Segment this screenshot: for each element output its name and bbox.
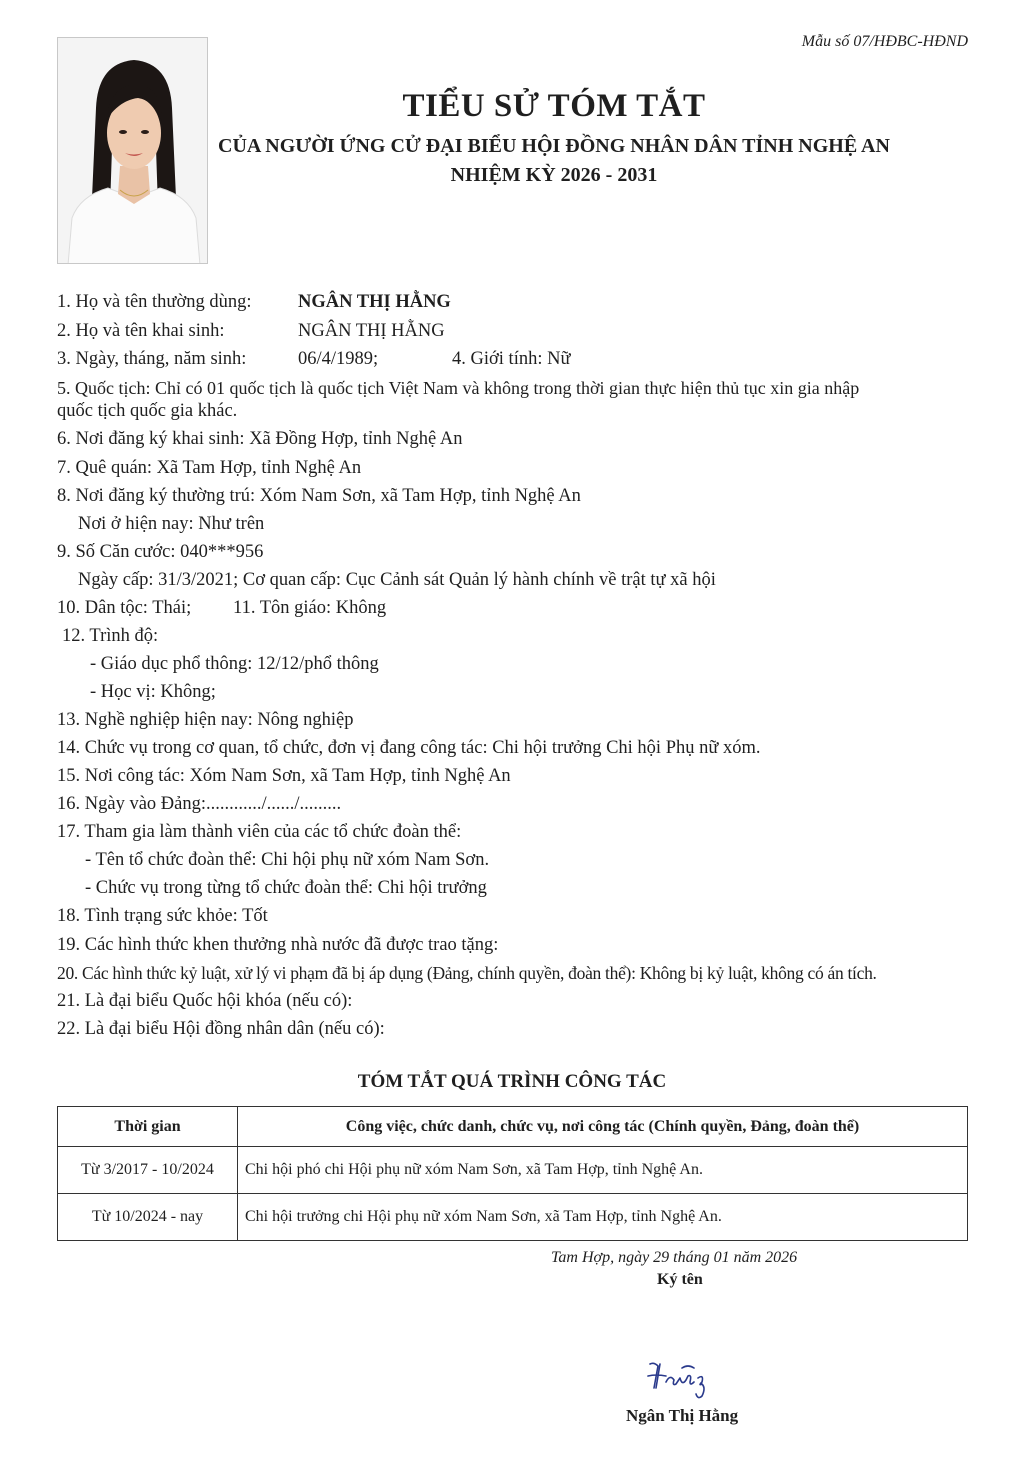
row-time: Từ 3/2017 - 10/2024 (58, 1147, 238, 1194)
field-22: 22. Là đại biểu Hội đồng nhân dân (nếu có): (57, 1019, 385, 1039)
work-history-title: TÓM TẮT QUÁ TRÌNH CÔNG TÁC (357, 1071, 667, 1092)
document-term: NHIỆM KỲ 2026 - 2031 (450, 164, 658, 186)
field-17-a: - Tên tổ chức đoàn thể: Chi hội phụ nữ xóm Nam Sơn. (85, 850, 490, 870)
field-9-issue: Ngày cấp: 31/3/2021; Cơ quan cấp: Cục Cảnh sát Quản lý hành chính về trật tự xã hội (78, 570, 716, 590)
field-4: 4. Giới tính: Nữ (452, 349, 571, 369)
form-number: Mẫu số 07/HĐBC-HĐND (801, 33, 968, 50)
field-15: 15. Nơi công tác: Xóm Nam Sơn, xã Tam Hợp, tỉnh Nghệ An (57, 766, 511, 786)
row-time: Từ 10/2024 - nay (58, 1194, 238, 1241)
field-18: 18. Tình trạng sức khỏe: Tốt (57, 906, 268, 926)
table-header-row (58, 1107, 968, 1147)
field-8-current: Nơi ở hiện nay: Như trên (78, 514, 265, 534)
field-17-b: - Chức vụ trong từng tổ chức đoàn thể: Chi hội trưởng (85, 878, 487, 898)
field-17: 17. Tham gia làm thành viên của các tổ chức đoàn thể: (57, 822, 462, 842)
field-8: 8. Nơi đăng ký thường trú: Xóm Nam Sơn, xã Tam Hợp, tỉnh Nghệ An (57, 486, 581, 506)
field-11: 11. Tôn giáo: Không (233, 598, 387, 618)
row-desc: Chi hội trưởng chi Hội phụ nữ xóm Nam Sơn, xã Tam Hợp, tỉnh Nghệ An. (238, 1194, 968, 1241)
sign-label: Ký tên (657, 1271, 703, 1288)
field-2-value: NGÂN THỊ HẰNG (298, 321, 445, 341)
field-5-line1: 5. Quốc tịch: Chỉ có 01 quốc tịch là quốc tịch Việt Nam và không trong thời gian thực hiện thủ tục xin gia nhập (57, 378, 860, 398)
field-9: 9. Số Căn cước: 040***956 (57, 542, 264, 562)
field-1-label: 1. Họ và tên thường dùng: (57, 292, 252, 312)
field-3-value: 06/4/1989; (298, 349, 379, 369)
table-row (58, 1194, 968, 1241)
field-3-label: 3. Ngày, tháng, năm sinh: (57, 349, 247, 369)
field-13: 13. Nghề nghiệp hiện nay: Nông nghiệp (57, 710, 354, 730)
document-title: TIỂU SỬ TÓM TẮT (402, 88, 706, 124)
row-desc: Chi hội phó chi Hội phụ nữ xóm Nam Sơn, xã Tam Hợp, tỉnh Nghệ An. (238, 1147, 968, 1194)
field-21: 21. Là đại biểu Quốc hội khóa (nếu có): (57, 991, 353, 1011)
field-20: 20. Các hình thức kỷ luật, xử lý vi phạm đã bị áp dụng (Đảng, chính quyền, đoàn thể): Không bị kỷ luật, không có án tích. (57, 963, 877, 983)
table-row (58, 1147, 968, 1194)
field-2-label: 2. Họ và tên khai sinh: (57, 321, 225, 341)
signer-name: Ngân Thị Hằng (626, 1406, 739, 1425)
field-12: 12. Trình độ: (62, 626, 159, 646)
field-12-a: - Giáo dục phổ thông: 12/12/phổ thông (90, 654, 379, 674)
field-16: 16. Ngày vào Đảng:............/....../......... (57, 794, 342, 814)
col-time-header: Thời gian (58, 1107, 238, 1147)
document-subtitle: CỦA NGƯỜI ỨNG CỬ ĐẠI BIỂU HỘI ĐỒNG NHÂN DÂN TỈNH NGHỆ AN (218, 135, 890, 157)
field-7: 7. Quê quán: Xã Tam Hợp, tỉnh Nghệ An (57, 458, 362, 478)
place-date: Tam Hợp, ngày 29 tháng 01 năm 2026 (551, 1249, 798, 1266)
field-6: 6. Nơi đăng ký khai sinh: Xã Đồng Hợp, tỉnh Nghệ An (57, 429, 463, 449)
field-5-line2: quốc tịch quốc gia khác. (57, 401, 238, 421)
field-14: 14. Chức vụ trong cơ quan, tổ chức, đơn vị đang công tác: Chi hội trưởng Chi hội Phụ nữ xóm. (57, 738, 761, 758)
col-desc-header: Công việc, chức danh, chức vụ, nơi công tác (Chính quyền, Đảng, đoàn thể) (238, 1107, 968, 1147)
field-10: 10. Dân tộc: Thái; (57, 598, 192, 618)
field-12-b: - Học vị: Không; (90, 682, 216, 702)
work-history-table (57, 1106, 968, 1241)
field-19: 19. Các hình thức khen thưởng nhà nước đã được trao tặng: (57, 935, 499, 955)
field-1-value: NGÂN THỊ HẰNG (298, 292, 451, 312)
handwritten-signature (640, 1352, 730, 1407)
